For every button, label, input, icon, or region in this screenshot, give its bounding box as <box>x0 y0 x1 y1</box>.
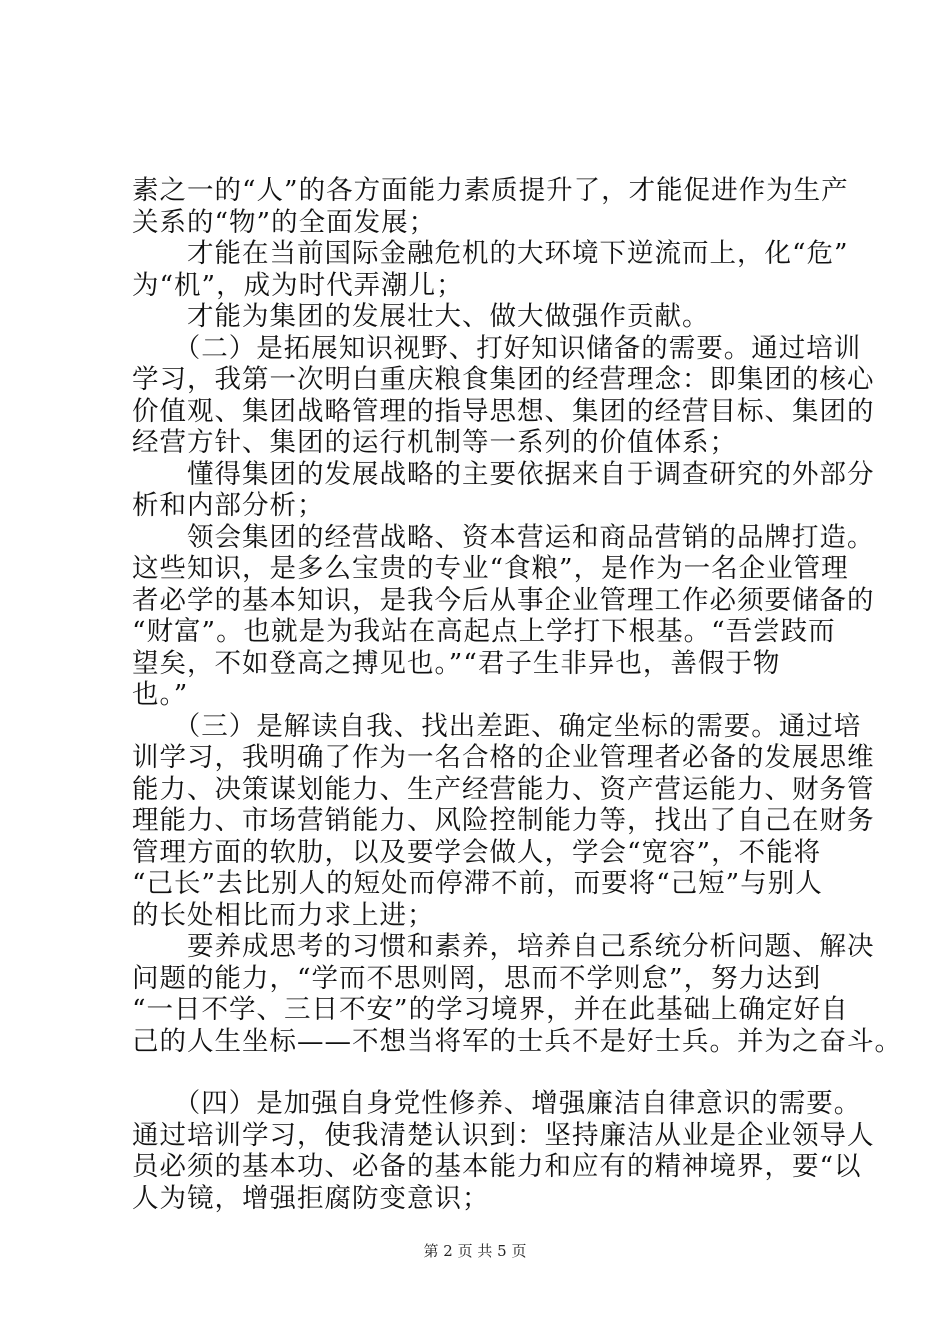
text-line: 也。” <box>132 679 189 710</box>
text-line: 懂得集团的发展战略的主要依据来自于调查研究的外部分 <box>132 458 875 490</box>
text-line: （四）是加强自身党性修养、增强廉洁自律意识的需要。 <box>132 1088 862 1119</box>
text-line: 员必须的基本功、必备的基本能力和应有的精神境界，要“以 <box>132 1151 862 1182</box>
text-line: 学习，我第一次明白重庆粮食集团的经营理念：即集团的核心 <box>132 364 875 395</box>
text-line: 理能力、市场营销能力、风险控制能力等，找出了自己在财务 <box>132 805 875 836</box>
text-line: 管理方面的软肋，以及要学会做人，学会“宽容”，不能将 <box>132 836 822 868</box>
text-line: 己的人生坐标——不想当将军的士兵不是好士兵。并为之奋斗。 <box>132 1025 902 1057</box>
blank-line <box>132 1057 842 1088</box>
text-line: 才能为集团的发展壮大、做大做强作贡献。 <box>132 301 710 332</box>
text-line: 通过培训学习，使我清楚认识到：坚持廉洁从业是企业领导人 <box>132 1119 875 1151</box>
text-line: 望矣，不如登高之搏见也。”“君子生非异也，善假于物 <box>132 647 781 679</box>
text-line: “一日不学、三日不安”的学习境界，并在此基础上确定好自 <box>132 994 849 1025</box>
text-line: 经营方针、集团的运行机制等一系列的价值体系； <box>132 427 737 458</box>
text-line: 能力、决策谋划能力、生产经营能力、资产营运能力、财务管 <box>132 773 875 805</box>
text-line: “财富”。也就是为我站在高起点上学打下根基。“吾尝跂而 <box>132 616 836 647</box>
text-line: 价值观、集团战略管理的指导思想、集团的经营目标、集团的 <box>132 395 875 427</box>
body-text <box>132 175 902 1214</box>
text-line: 析和内部分析； <box>132 490 325 521</box>
text-line: 问题的能力，“学而不思则罔，思而不学则怠”，努力达到 <box>132 962 822 994</box>
text-line: 训学习，我明确了作为一名合格的企业管理者必备的发展思维 <box>132 742 875 773</box>
page-footer: 第 2 页 共 5 页 <box>423 1242 527 1260</box>
text-line: 人为镜，增强拒腐防变意识； <box>132 1182 490 1214</box>
text-line: （二）是拓展知识视野、打好知识储备的需要。通过培训 <box>132 332 862 364</box>
text-line: 领会集团的经营战略、资本营运和商品营销的品牌打造。 <box>132 521 875 553</box>
text-line: （三）是解读自我、找出差距、确定坐标的需要。通过培 <box>132 710 862 742</box>
text-line: 这些知识，是多么宝贵的专业“食粮”，是作为一名企业管理 <box>132 553 849 584</box>
text-line: 素之一的“人”的各方面能力素质提升了，才能促进作为生产 <box>132 175 849 206</box>
text-line: 要养成思考的习惯和素养，培养自己系统分析问题、解决 <box>132 931 875 962</box>
text-line: 者必学的基本知识，是我今后从事企业管理工作必须要储备的 <box>132 584 875 616</box>
text-line: “己长”去比别人的短处而停滞不前，而要将“己短”与别人 <box>132 868 823 899</box>
text-line: 的长处相比而力求上进； <box>132 899 435 931</box>
text-line: 关系的“物”的全面发展； <box>132 206 437 238</box>
text-line: 为“机”，成为时代弄潮儿； <box>132 269 464 301</box>
text-line: 才能在当前国际金融危机的大环境下逆流而上，化“危” <box>132 238 849 269</box>
